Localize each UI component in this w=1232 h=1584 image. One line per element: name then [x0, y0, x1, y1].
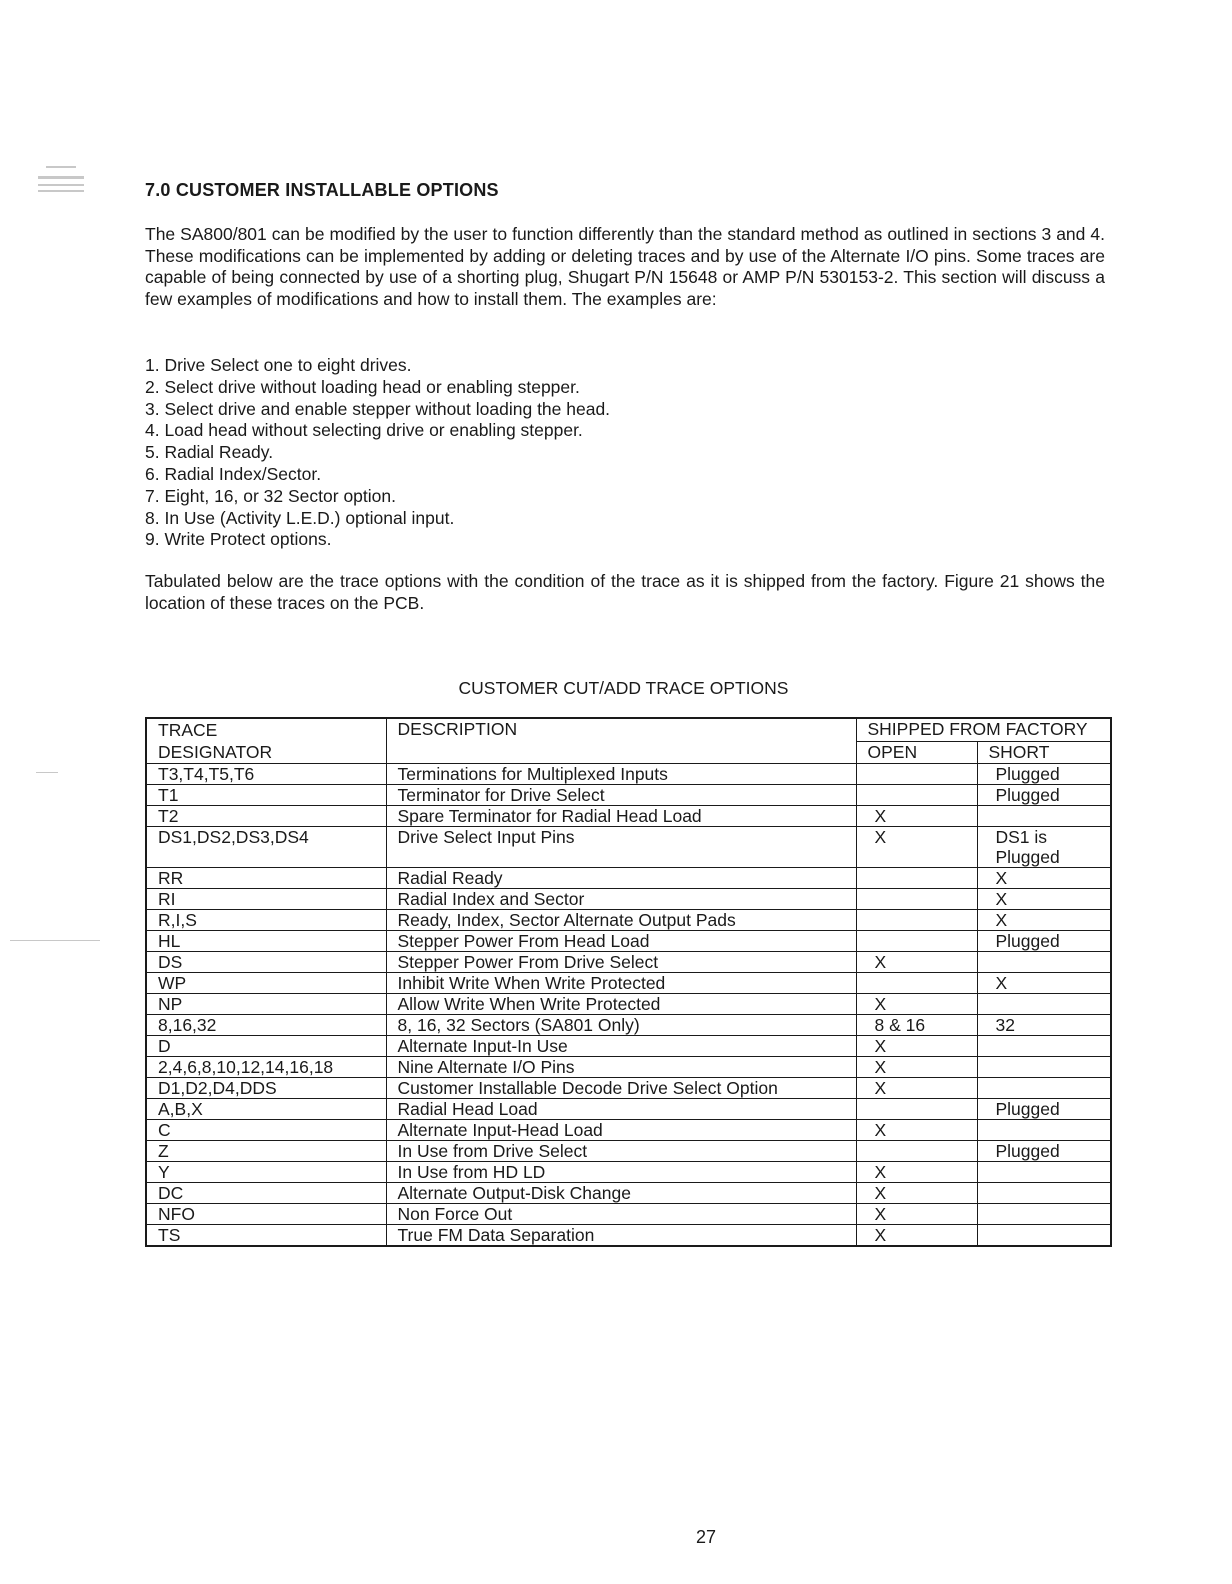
scan-artifact — [46, 166, 76, 168]
table-title: CUSTOMER CUT/ADD TRACE OPTIONS — [458, 678, 789, 698]
list-item: 1. Drive Select one to eight drives. — [145, 355, 412, 375]
description-cell: Allow Write When Write Protected — [386, 994, 856, 1015]
description-cell: 8, 16, 32 Sectors (SA801 Only) — [386, 1015, 856, 1036]
short-cell — [977, 1036, 1111, 1057]
description-cell: Stepper Power From Head Load — [386, 931, 856, 952]
list-item: 3. Select drive and enable stepper without loading the head. — [145, 398, 611, 419]
intro-paragraph: The SA800/801 can be modified by the user to function differently than the standard method as outlined in sections 3 and 4. These modifications can be implemented by adding or deleting traces and by use of the Alternate I/O pins. Some traces are capable of being connected by use of a shorting plug, Shugart P/N 15648 or AMP P/N 530153-2. This section will discuss a few examples of modifications and how to install them. The examples are: — [145, 224, 1105, 309]
description-cell: Terminations for Multiplexed Inputs — [386, 764, 856, 785]
short-cell — [977, 1204, 1111, 1225]
trace-cell: Y — [146, 1162, 386, 1183]
table-row — [146, 1204, 1111, 1225]
trace-cell: DS — [146, 952, 386, 973]
open-cell: X — [856, 994, 977, 1015]
short-cell — [977, 1183, 1111, 1204]
open-cell: X — [856, 1036, 977, 1057]
short-cell: X — [977, 868, 1111, 889]
header-open: OPEN — [856, 741, 977, 763]
short-cell: X — [977, 910, 1111, 931]
open-cell — [856, 973, 977, 994]
description-cell: Radial Head Load — [386, 1099, 856, 1120]
description-cell: Customer Installable Decode Drive Select Option — [386, 1078, 856, 1099]
short-cell: Plugged — [977, 785, 1111, 806]
header-short: SHORT — [977, 741, 1111, 763]
list-item: 2. Select drive without loading head or enabling stepper. — [145, 376, 580, 397]
list-item: 6. Radial Index/Sector. — [145, 463, 322, 484]
short-cell — [977, 1162, 1111, 1183]
open-cell: X — [856, 1162, 977, 1183]
trace-cell: NFO — [146, 1204, 386, 1225]
trace-cell: C — [146, 1120, 386, 1141]
trace-options-table — [145, 717, 1112, 1247]
table-row — [146, 806, 1111, 827]
description-cell: Alternate Input-Head Load — [386, 1120, 856, 1141]
short-cell: Plugged — [977, 764, 1111, 785]
description-cell: Radial Index and Sector — [386, 889, 856, 910]
list-item: 7. Eight, 16, or 32 Sector option. — [145, 485, 396, 506]
table-row — [146, 1036, 1111, 1057]
list-item: 9. Write Protect options. — [145, 529, 332, 550]
scan-artifact — [36, 772, 58, 773]
short-cell: Plugged — [977, 1141, 1111, 1162]
open-cell: X — [856, 1225, 977, 1247]
trace-cell: T1 — [146, 785, 386, 806]
description-cell: Non Force Out — [386, 1204, 856, 1225]
scan-artifact — [38, 176, 84, 179]
scan-artifact — [38, 184, 84, 186]
table-row — [146, 952, 1111, 973]
scan-artifact — [10, 940, 100, 941]
description-cell: In Use from Drive Select — [386, 1141, 856, 1162]
short-cell: DS1 is Plugged — [977, 827, 1111, 868]
open-cell: X — [856, 1183, 977, 1204]
header-shipped-from-factory: SHIPPED FROM FACTORY — [856, 718, 1111, 741]
table-row — [146, 1183, 1111, 1204]
table-row — [146, 994, 1111, 1015]
short-cell: X — [977, 889, 1111, 910]
open-cell: X — [856, 1120, 977, 1141]
trace-cell: DC — [146, 1183, 386, 1204]
description-cell: Alternate Input-In Use — [386, 1036, 856, 1057]
list-item: 4. Load head without selecting drive or enabling stepper. — [145, 420, 583, 441]
open-cell: 8 & 16 — [856, 1015, 977, 1036]
short-cell: Plugged — [977, 1099, 1111, 1120]
trace-cell: NP — [146, 994, 386, 1015]
short-cell: X — [977, 973, 1111, 994]
header-description: DESCRIPTION — [386, 718, 856, 764]
trace-cell: R,I,S — [146, 910, 386, 931]
open-cell: X — [856, 1204, 977, 1225]
short-cell — [977, 1120, 1111, 1141]
description-cell: Terminator for Drive Select — [386, 785, 856, 806]
description-cell: In Use from HD LD — [386, 1162, 856, 1183]
trace-cell: TS — [146, 1225, 386, 1247]
table-header-row — [146, 718, 1111, 741]
short-cell — [977, 1078, 1111, 1099]
table-row — [146, 1099, 1111, 1120]
table-row — [146, 1057, 1111, 1078]
open-cell — [856, 764, 977, 785]
trace-cell: RR — [146, 868, 386, 889]
trace-cell: D — [146, 1036, 386, 1057]
short-cell: 32 — [977, 1015, 1111, 1036]
table-row — [146, 1225, 1111, 1247]
description-cell: Alternate Output-Disk Change — [386, 1183, 856, 1204]
description-cell: Nine Alternate I/O Pins — [386, 1057, 856, 1078]
open-cell: X — [856, 806, 977, 827]
trace-cell: 2,4,6,8,10,12,14,16,18 — [146, 1057, 386, 1078]
open-cell — [856, 931, 977, 952]
open-cell — [856, 889, 977, 910]
description-cell: Ready, Index, Sector Alternate Output Pads — [386, 910, 856, 931]
trace-cell: DS1,DS2,DS3,DS4 — [146, 827, 386, 868]
list-item: 5. Radial Ready. — [145, 442, 274, 463]
list-item: 8. In Use (Activity L.E.D.) optional input. — [145, 507, 455, 528]
open-cell: X — [856, 1057, 977, 1078]
open-cell — [856, 868, 977, 889]
description-cell: True FM Data Separation — [386, 1225, 856, 1247]
table-row — [146, 973, 1111, 994]
open-cell — [856, 910, 977, 931]
trace-cell: 8,16,32 — [146, 1015, 386, 1036]
trace-cell: WP — [146, 973, 386, 994]
table-body — [146, 764, 1111, 1247]
table-row — [146, 1015, 1111, 1036]
description-cell: Inhibit Write When Write Protected — [386, 973, 856, 994]
open-cell: X — [856, 827, 977, 868]
open-cell — [856, 1141, 977, 1162]
table-row — [146, 764, 1111, 785]
table-row — [146, 910, 1111, 931]
trace-cell: HL — [146, 931, 386, 952]
short-cell — [977, 806, 1111, 827]
description-cell: Drive Select Input Pins — [386, 827, 856, 868]
table-row — [146, 1120, 1111, 1141]
table-row — [146, 1078, 1111, 1099]
table-row — [146, 785, 1111, 806]
open-cell: X — [856, 1078, 977, 1099]
page-number: 27 — [696, 1527, 717, 1547]
examples-list — [145, 355, 1045, 551]
header-trace-designator: TRACE DESIGNATOR — [146, 718, 386, 764]
table-row — [146, 827, 1111, 868]
table-row — [146, 868, 1111, 889]
trace-cell: T3,T4,T5,T6 — [146, 764, 386, 785]
trace-cell: T2 — [146, 806, 386, 827]
trace-cell: D1,D2,D4,DDS — [146, 1078, 386, 1099]
short-cell — [977, 1225, 1111, 1247]
open-cell — [856, 1099, 977, 1120]
description-cell: Spare Terminator for Radial Head Load — [386, 806, 856, 827]
short-cell — [977, 1057, 1111, 1078]
tabulated-paragraph: Tabulated below are the trace options with the condition of the trace as it is shipped from the factory. Figure 21 shows the location of these traces on the PCB. — [145, 571, 1105, 613]
short-cell — [977, 952, 1111, 973]
trace-cell: RI — [146, 889, 386, 910]
table-row — [146, 931, 1111, 952]
scan-artifact — [38, 190, 84, 192]
description-cell: Radial Ready — [386, 868, 856, 889]
table-row — [146, 1162, 1111, 1183]
table-row — [146, 889, 1111, 910]
description-cell: Stepper Power From Drive Select — [386, 952, 856, 973]
table-row — [146, 1141, 1111, 1162]
short-cell — [977, 994, 1111, 1015]
short-cell: Plugged — [977, 931, 1111, 952]
trace-cell: A,B,X — [146, 1099, 386, 1120]
open-cell: X — [856, 952, 977, 973]
open-cell — [856, 785, 977, 806]
trace-cell: Z — [146, 1141, 386, 1162]
section-heading: 7.0 CUSTOMER INSTALLABLE OPTIONS — [145, 180, 499, 200]
